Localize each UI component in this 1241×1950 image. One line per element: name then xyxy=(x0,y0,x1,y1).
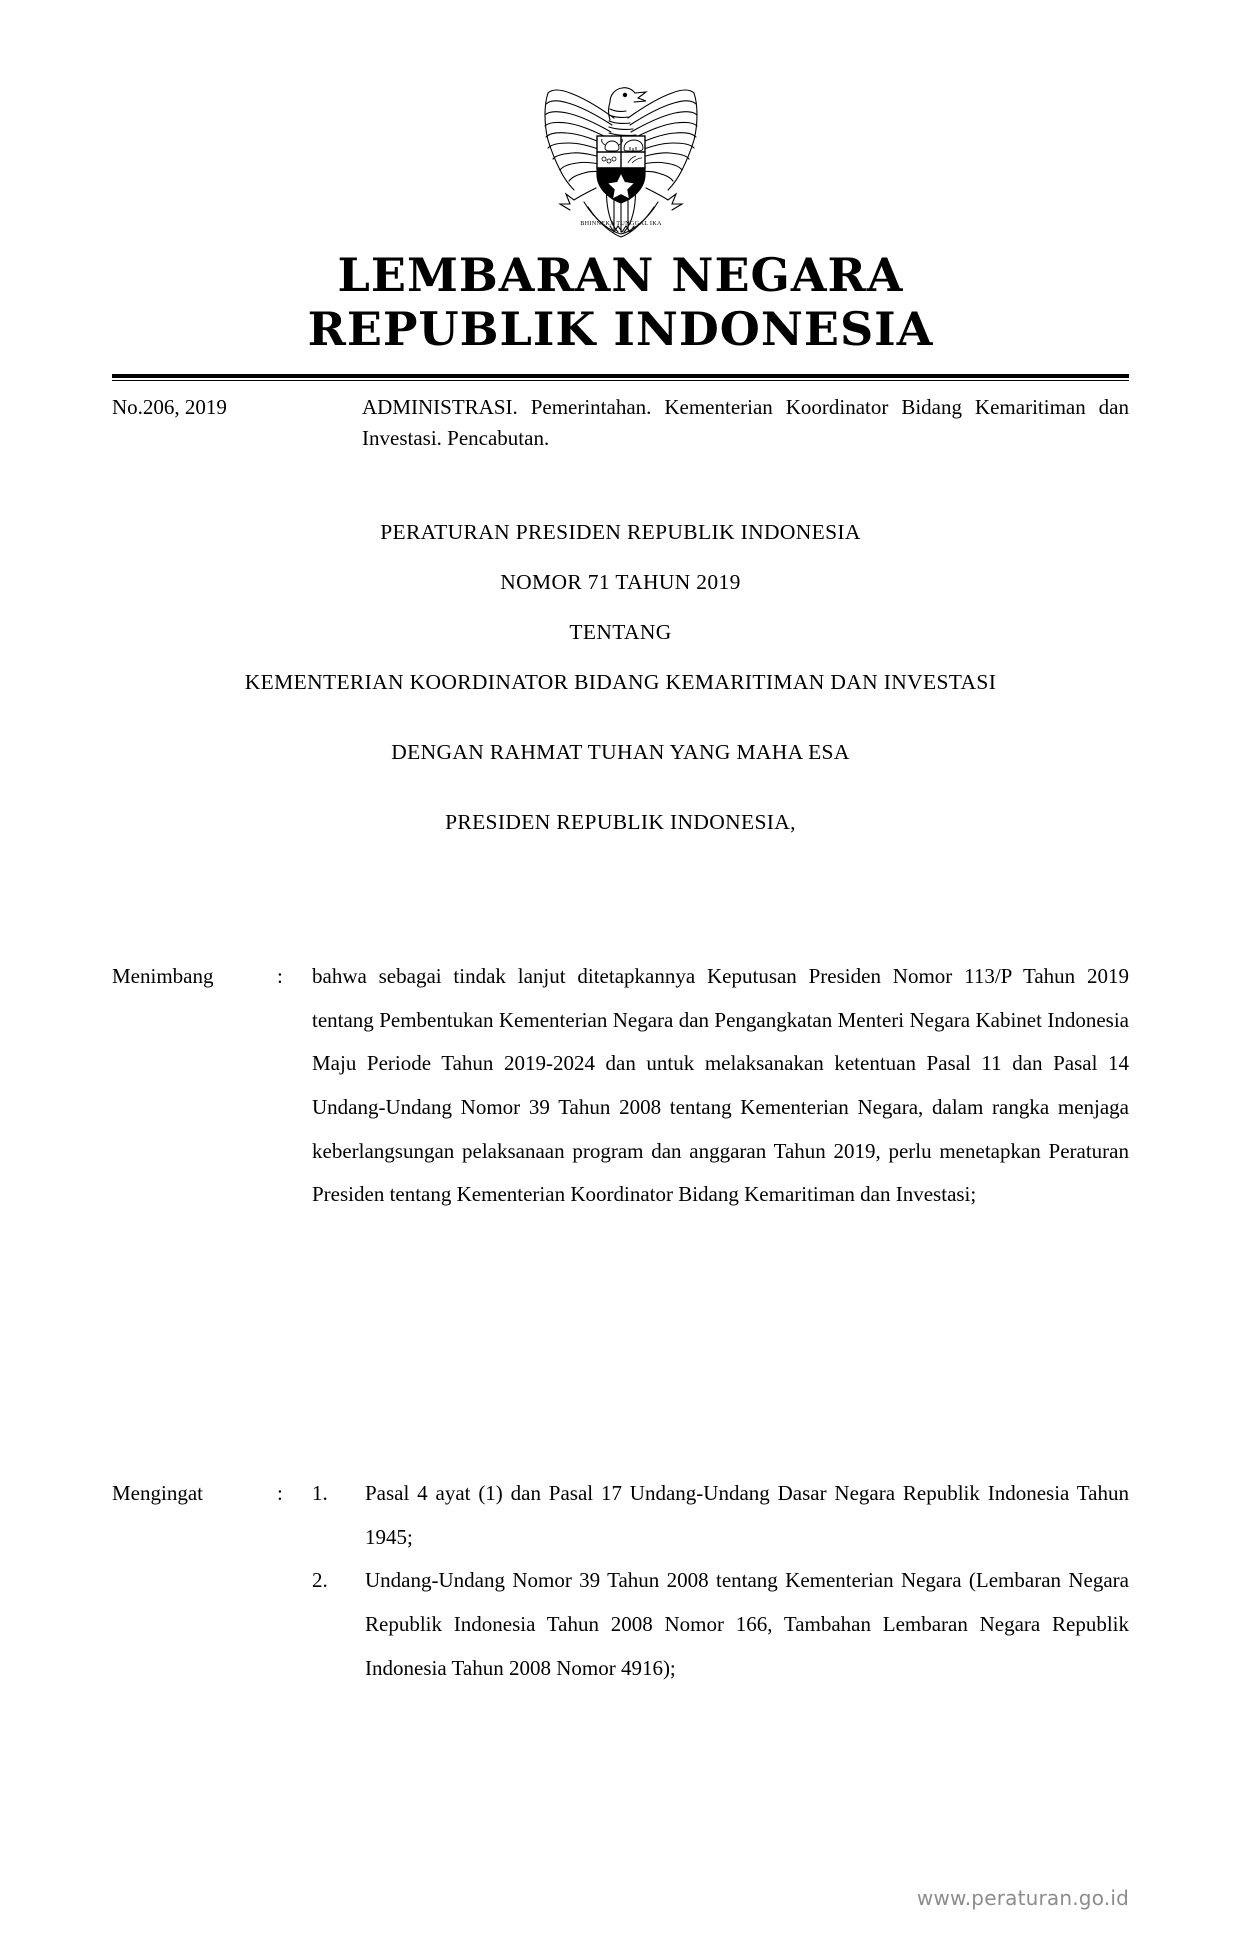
gazette-subject-block xyxy=(112,392,1129,454)
garuda-emblem-container xyxy=(0,62,1241,245)
gazette-subject-text: ADMINISTRASI. Pemerintahan. Kementerian Koordinator Bidang Kemaritiman dan Investasi. Pencabutan. xyxy=(362,395,1129,451)
list-item xyxy=(312,1472,1129,1559)
list-item-marker: 2. xyxy=(312,1568,328,1593)
list-item-marker: 1. xyxy=(312,1481,328,1505)
list-item-text: Undang-Undang Nomor 39 Tahun 2008 tentang Kementerian Negara (Lembaran Negara Republik Indonesia Tahun 2008 Nomor 166, Tambahan Lembaran Negara Republik Indonesia Tahun 2008 Nomor 4916); xyxy=(365,1568,1129,1680)
masthead-line-2: REPUBLIK INDONESIA xyxy=(307,302,934,357)
clause-menimbang xyxy=(112,955,1129,1217)
masthead-line-1: LEMBARAN NEGARA xyxy=(337,248,904,302)
masthead xyxy=(0,248,1241,357)
clause-menimbang-label: Menimbang xyxy=(112,964,214,988)
heading-subject-title: KEMENTERIAN KOORDINATOR BIDANG KEMARITIMAN DAN INVESTASI xyxy=(244,670,997,694)
header-divider xyxy=(112,374,1129,381)
heading-tentang: TENTANG xyxy=(569,620,672,644)
clause-mengingat-body xyxy=(312,1472,1129,1690)
clause-mengingat xyxy=(112,1472,1129,1690)
clause-mengingat-label: Mengingat xyxy=(112,1481,203,1505)
heading-president: PRESIDEN REPUBLIK INDONESIA, xyxy=(445,810,796,834)
garuda-pancasila-icon xyxy=(526,62,716,240)
footer-watermark: www.peraturan.go.id xyxy=(916,1886,1129,1910)
divider-thick-line xyxy=(112,374,1129,378)
pancasila-shield-icon xyxy=(597,136,645,203)
clause-menimbang-colon: : xyxy=(277,964,283,988)
heading-regulation-type: PERATURAN PRESIDEN REPUBLIK INDONESIA xyxy=(380,520,861,544)
divider-thin-line xyxy=(112,380,1129,381)
heading-invocation: DENGAN RAHMAT TUHAN YANG MAHA ESA xyxy=(391,740,850,764)
svg-text:BHINNEKA TUNGGAL IKA: BHINNEKA TUNGGAL IKA xyxy=(579,220,662,227)
clause-mengingat-colon: : xyxy=(277,1481,283,1505)
gazette-number: No.206, 2019 xyxy=(112,395,227,419)
heading-number-year: NOMOR 71 TAHUN 2019 xyxy=(500,570,741,594)
list-item xyxy=(312,1559,1129,1690)
clause-menimbang-body: bahwa sebagai tindak lanjut ditetapkannya Keputusan Presiden Nomor 113/P Tahun 2019 tentang Pembentukan Kementerian Negara dan Pengangkatan Menteri Negara Kabinet Indonesia Maju Periode Tahun 2019-2024 dan untuk melaksanakan ketentuan Pasal 11 dan Pasal 14 Undang-Undang Nomor 39 Tahun 2008 tentang Kementerian Negara, dalam rangka menjaga keberlangsungan pelaksanaan program dan anggaran Tahun 2019, perlu menetapkan Peraturan Presiden tentang Kementerian Koordinator Bidang Kemaritiman dan Investasi; xyxy=(312,964,1129,1207)
document-heading xyxy=(70,520,1171,860)
list-item-text: Pasal 4 ayat (1) dan Pasal 17 Undang-Undang Dasar Negara Republik Indonesia Tahun 1945; xyxy=(365,1481,1129,1549)
